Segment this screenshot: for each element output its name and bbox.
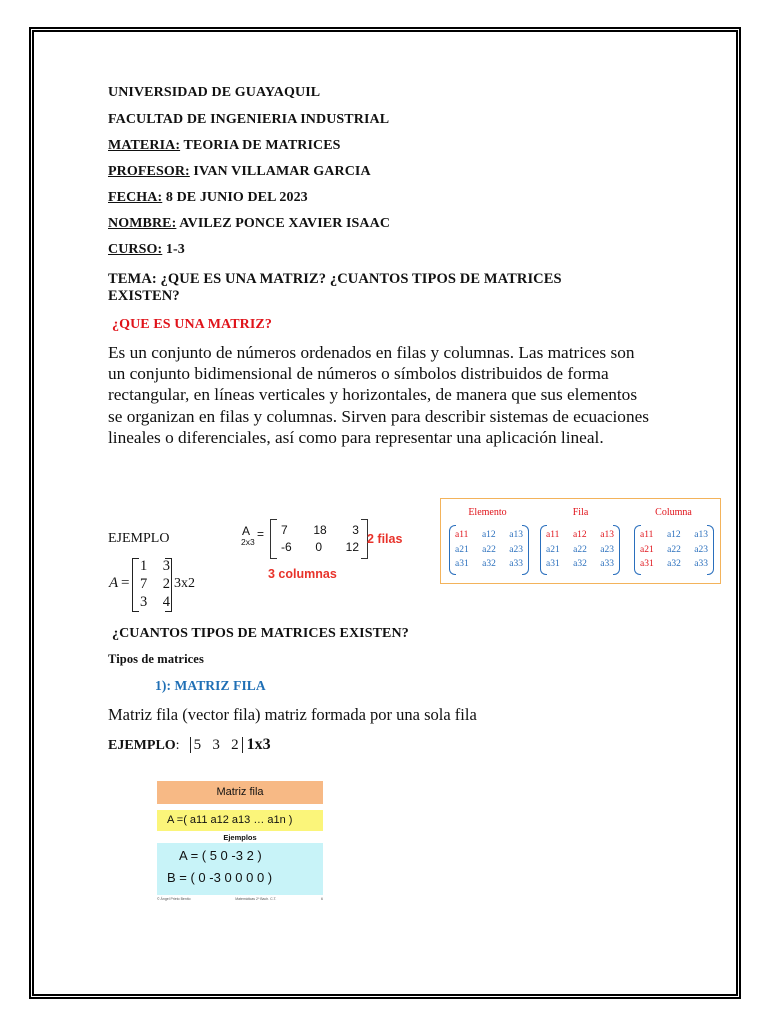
matrix-elemento [449, 525, 529, 575]
left-bracket [270, 519, 277, 559]
example-label: EJEMPLO [108, 531, 170, 546]
matrix-fila [540, 525, 620, 575]
figure-footer [157, 897, 323, 901]
matrix-2x3-figure: A = 2x3 7 18 3 -6 0 12 2 filas 3 columnas [237, 515, 422, 585]
cell: 4 [162, 594, 170, 610]
date-line [108, 190, 308, 206]
example-label: EJEMPLO [108, 738, 176, 753]
vector-dimension: 1x3 [246, 736, 271, 753]
name-line [108, 216, 390, 232]
cell: 7 [281, 523, 288, 537]
professor-line [108, 164, 371, 180]
name-value: AVILEZ PONCE XAVIER ISAAC [176, 216, 391, 231]
example-a: A = ( 5 0 -3 2 ) [179, 848, 262, 863]
topic-line-2: EXISTEN? [108, 288, 180, 304]
definition-paragraph: Es un conjunto de números ordenados en filas y columnas. Las matrices son un conjunto bidimensional de números o símbolos distribuidos de forma rectangular, en líneas verticales y horizontales, de manera que sus elementos se organizan en filas y columnas. Sirven para describir sistemas de ecuaciones lineales o diferenciales, así como para representar una aplicación lineal. [108, 343, 649, 447]
cell: a33 [509, 559, 523, 569]
matrix-cells [281, 522, 359, 556]
subject-label: MATERIA: [108, 138, 181, 153]
examples-label: Ejemplos [223, 833, 257, 842]
cell: a13 [694, 530, 708, 540]
cell: 7 [140, 576, 148, 592]
subject-line [108, 138, 341, 154]
cell: 5 [193, 737, 202, 753]
professor-value: IVAN VILLAMAR GARCIA [189, 164, 371, 179]
section-heading-what-is-matrix: ¿QUE ES UNA MATRIZ? [112, 317, 272, 332]
cell: a11 [455, 530, 469, 540]
cell: a21 [546, 544, 560, 555]
type1-title: 1): MATRIZ FILA [155, 678, 266, 693]
cell: a23 [694, 544, 708, 555]
figure-titles [441, 507, 720, 518]
element-row-column-figure [440, 498, 721, 584]
title-columna: Columna [655, 507, 692, 518]
figure-title: Matriz fila [157, 781, 323, 804]
matrix-columna [634, 525, 714, 575]
date-value: 8 DE JUNIO DEL 2023 [162, 190, 308, 205]
type1-description: Matriz fila (vector fila) matriz formada por una sola fila [108, 705, 477, 724]
rows-label: 2 filas [367, 532, 403, 546]
topic-line-1: TEMA: ¿QUE ES UNA MATRIZ? ¿CUANTOS TIPOS DE MATRICES [108, 271, 562, 287]
cell: 3 [352, 523, 359, 537]
matrix-cells [140, 557, 170, 611]
cell: 18 [313, 523, 327, 537]
subject-value: TEORIA DE MATRICES [180, 138, 341, 153]
cell: a13 [509, 530, 523, 540]
course-value: 1-3 [162, 242, 185, 257]
cell: a21 [640, 544, 654, 555]
example-b: B = ( 0 -3 0 0 0 0 ) [167, 870, 273, 885]
cell: a11 [640, 530, 654, 540]
left-bracket [132, 558, 139, 612]
cell: a12 [572, 530, 587, 540]
cell: a23 [600, 544, 614, 555]
cell: a22 [667, 544, 681, 555]
cell: a31 [546, 559, 560, 569]
footer-mid: Matemáticas 2º Bach. C.T. [235, 897, 277, 901]
university-name: UNIVERSIDAD DE GUAYAQUIL [108, 85, 321, 100]
cell: 12 [345, 540, 359, 554]
matrix-name: A [109, 575, 119, 591]
title-fila: Fila [572, 507, 589, 518]
cell: a12 [481, 530, 496, 540]
cell: a21 [455, 544, 469, 555]
cell: -6 [281, 540, 292, 554]
general-form: A =( a11 a12 a13 … a1n ) [157, 810, 323, 831]
example-matrix-3x2: A = 1 3 7 2 3 4 3x2 [109, 558, 195, 610]
type1-example [108, 736, 271, 754]
examples-box [157, 843, 323, 895]
example-colon: : [175, 738, 180, 753]
footer-right: 6 [321, 897, 323, 901]
topic-line [108, 271, 562, 305]
row-vector [190, 737, 243, 753]
date-label: FECHA: [108, 190, 163, 205]
matriz-fila-figure [157, 781, 323, 905]
professor-label: PROFESOR: [108, 164, 190, 179]
matrix-name: A [242, 524, 251, 538]
section-heading-types: ¿CUANTOS TIPOS DE MATRICES EXISTEN? [112, 626, 409, 641]
cell: a32 [667, 559, 681, 569]
subscript: 2x3 [241, 537, 255, 547]
cell: a13 [600, 530, 614, 540]
course-line [108, 242, 185, 258]
course-label: CURSO: [108, 242, 163, 257]
cell: a22 [482, 544, 496, 555]
cell: 3 [212, 737, 220, 753]
cell: a31 [640, 559, 654, 569]
cell: 3 [162, 558, 170, 574]
footer-left: © Ángel Prieto Benito [157, 897, 191, 901]
cell: a23 [509, 544, 523, 555]
cell: a32 [482, 559, 496, 569]
cell: a11 [546, 530, 560, 540]
cell: 2 [162, 576, 170, 592]
cell: a32 [573, 559, 587, 569]
cell: a31 [455, 559, 469, 569]
columns-label: 3 columnas [268, 567, 337, 581]
cell: a12 [666, 530, 681, 540]
cell: 2 [231, 737, 239, 753]
cell: a22 [573, 544, 587, 555]
cell: 3 [140, 594, 148, 610]
cell: 0 [315, 540, 322, 554]
types-subheading: Tipos de matrices [108, 652, 204, 666]
cell: a33 [694, 559, 708, 569]
dimension-label: 3x2 [174, 576, 195, 591]
name-label: NOMBRE: [108, 216, 177, 231]
cell: 1 [140, 558, 148, 574]
title-elemento: Elemento [468, 507, 507, 518]
cell: a33 [600, 559, 614, 569]
faculty-name: FACULTAD DE INGENIERIA INDUSTRIAL [108, 112, 390, 127]
